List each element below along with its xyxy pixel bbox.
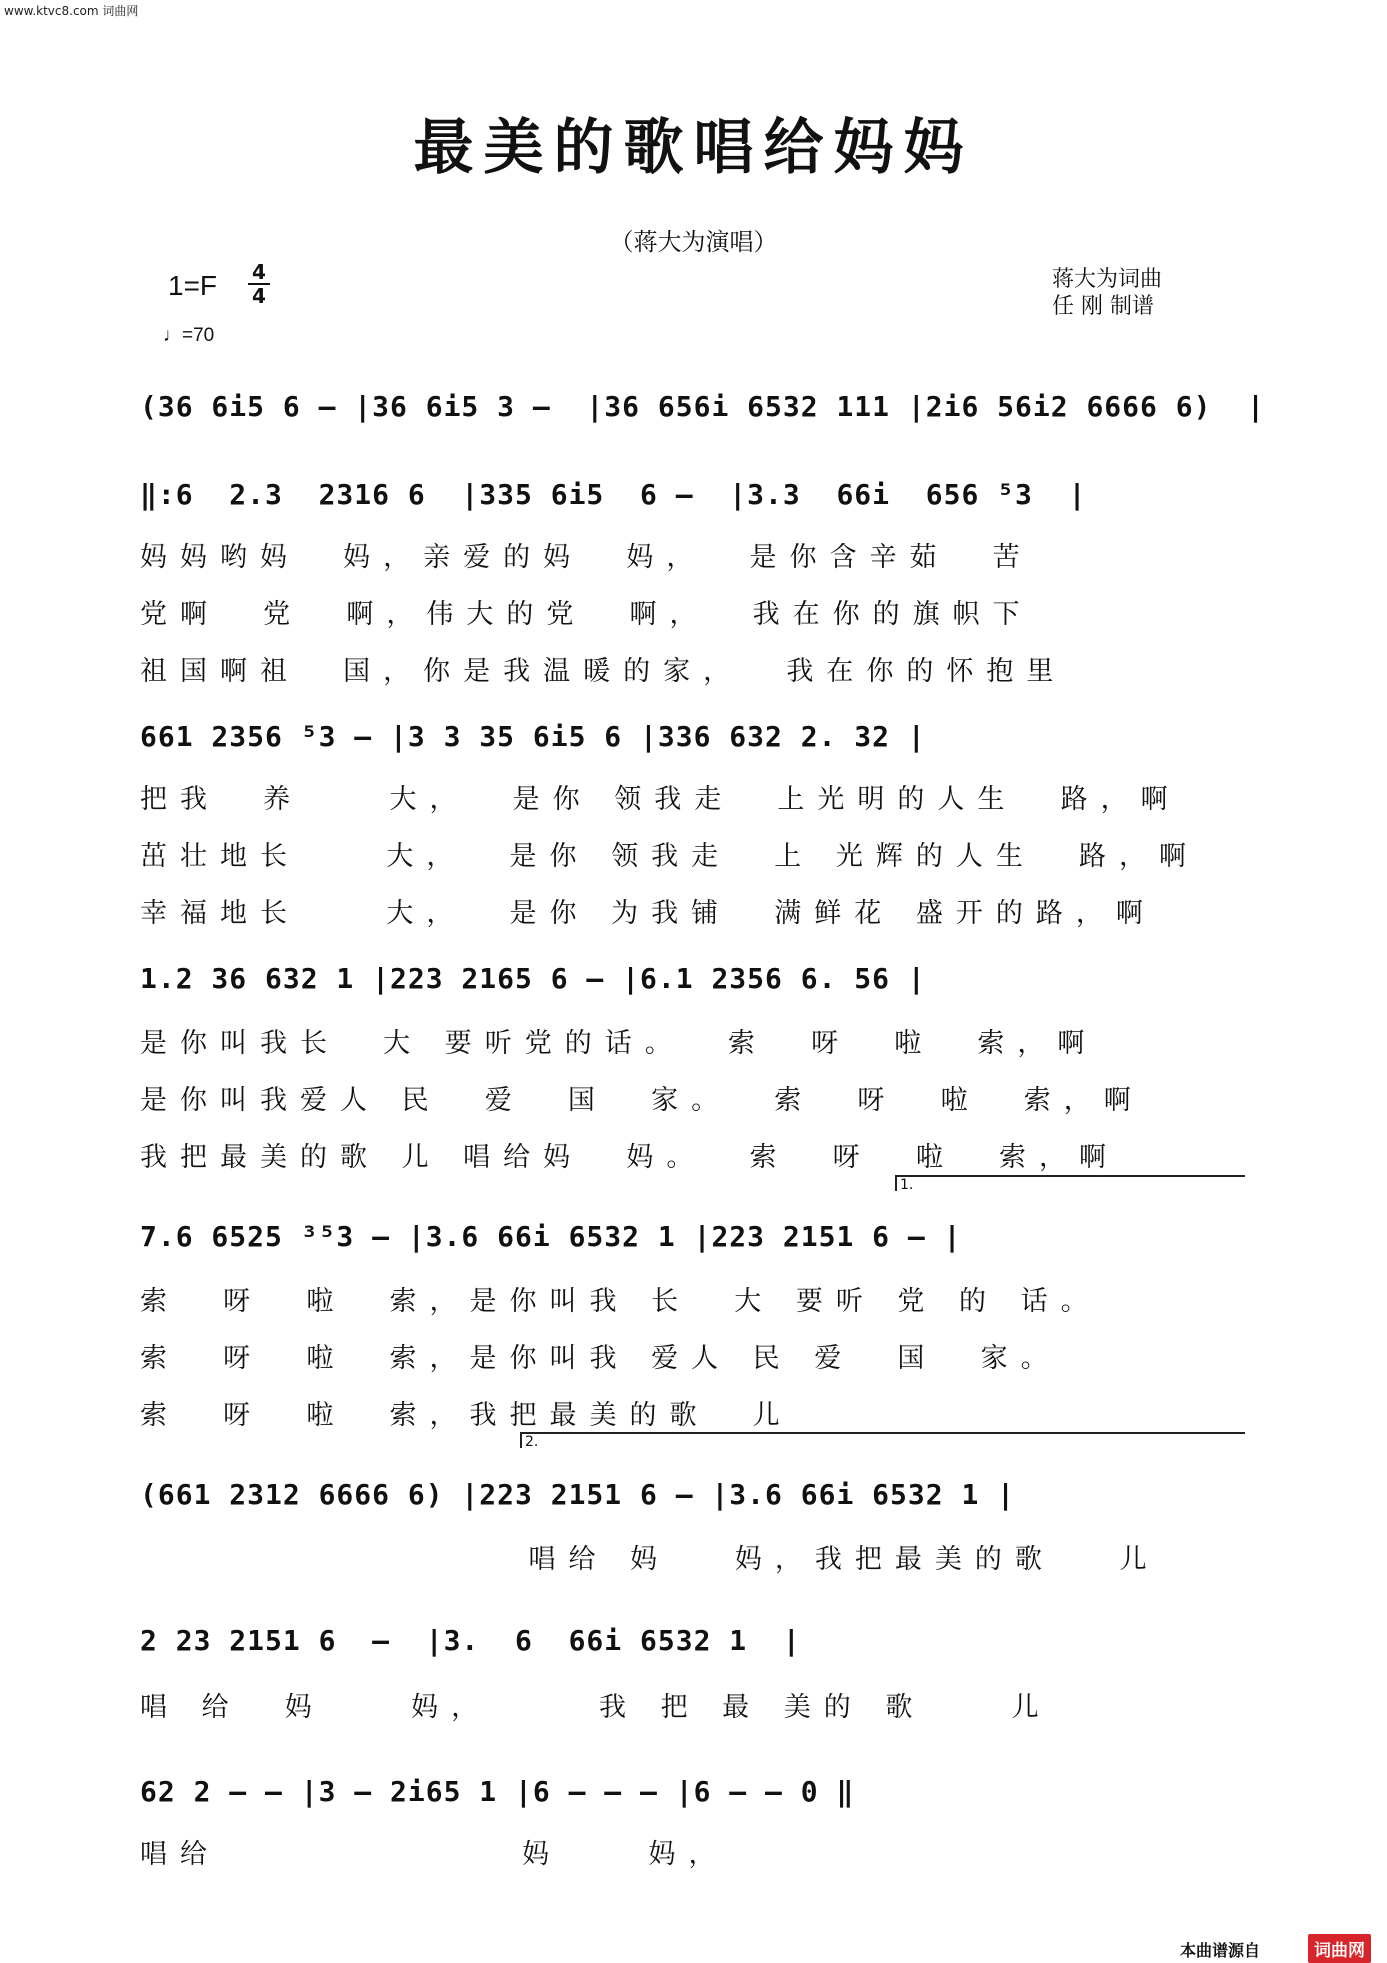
notation-line: 2 23 2151 6 – |3. 6 66i 6532 1 | [140, 1624, 801, 1657]
credit-arranger: 任 刚 制谱 [1052, 294, 1154, 319]
score-system-7 [140, 1624, 1250, 1724]
source-note: 本曲谱源自 [1180, 1941, 1261, 1960]
performer-subtitle: （蒋大为演唱） [609, 228, 778, 256]
song-title: 最美的歌唱给妈妈 [413, 113, 974, 183]
notation-line: 661 2356 ⁵3 – |3 3 35 6i5 6 |336 632 2. 32 | [140, 720, 926, 753]
credits [1052, 266, 1162, 320]
lyric-verse-2: 是你叫我爱人 民 爱 国 家。 索 呀 啦 索，啊 [140, 1085, 1144, 1116]
brand-badge[interactable]: 词曲网 [1308, 1934, 1371, 1963]
notation-line: 1.2 36 632 1 |223 2165 6 – |6.1 2356 6. 56 | [140, 962, 926, 995]
score-system-2 [140, 478, 1250, 688]
lyric-verse-1: 是你叫我长 大 要听党的话。 索 呀 啦 索，啊 [140, 1028, 1098, 1059]
score-system-6 [140, 1478, 1250, 1576]
credit-lyrics-music: 蒋大为词曲 [1052, 267, 1163, 292]
notation-line: ‖:6 2.3 2316 6 |335 6i5 6 – |3.3 66i 656 ⁵3 | [140, 478, 1087, 511]
tempo-marking: ♩=70 [163, 325, 215, 346]
score-system-1 [140, 390, 1266, 423]
key-signature: 1=F [168, 270, 218, 301]
notation-line: 62 2 – – |3 – 2i65 1 |6 – – – |6 – – 0 ‖ [140, 1775, 855, 1808]
lyric-verse-3: 索 呀 啦 索，我把最美的歌 儿 [140, 1400, 793, 1431]
score-system-5 [140, 1220, 1250, 1432]
lyric-verse-2: 索 呀 啦 索，是你叫我 爱人 民 爱 国 家。 [140, 1343, 1061, 1374]
lyric-verse-2: 党啊 党 啊，伟大的党 啊， 我在你的旗帜下 [140, 599, 1033, 630]
lyric-verse-3: 幸福地长 大， 是你 为我铺 满鲜花 盛开的路，啊 [140, 898, 1156, 929]
score-system-8 [140, 1775, 1250, 1871]
notation-line: (661 2312 6666 6) |223 2151 6 – |3.6 66i 6532 1 | [140, 1478, 1016, 1511]
first-ending-bracket: 1. [895, 1175, 1245, 1191]
lyric-verse-2: 茁壮地长 大， 是你 领我走 上 光辉的人生 路，啊 [140, 841, 1199, 872]
lyric-verse-1: 唱给 妈 妈，我把最美的歌 儿 [140, 1544, 1160, 1575]
lyric-verse-1: 妈妈哟妈 妈，亲爱的妈 妈， 是你含辛茹 苦 [140, 542, 1033, 573]
score-system-3 [140, 720, 1250, 930]
lyric-verse-1: 唱 给 妈 妈， 我 把 最 美的 歌 儿 [140, 1692, 1052, 1723]
notation-line: (36 6i5 6 – |36 6i5 3 – |36 656i 6532 111 |2i6 56i2 6666 6) | [140, 390, 1266, 423]
lyric-verse-3: 我把最美的歌 儿 唱给妈 妈。 索 呀 啦 索，啊 [140, 1142, 1119, 1173]
lyric-verse-1: 唱给 妈 妈， [140, 1839, 729, 1870]
score-system-4 [140, 962, 1250, 1174]
site-watermark: www.ktvc8.com 词曲网 [4, 4, 139, 18]
second-ending-bracket: 2. [520, 1432, 1245, 1448]
lyric-verse-1: 把我 养 大， 是你 领我走 上光明的人生 路，啊 [140, 784, 1181, 815]
time-signature [248, 262, 270, 306]
time-signature-top: 4 [252, 260, 266, 284]
lyric-verse-3: 祖国啊祖 国，你是我温暖的家， 我在你的怀抱里 [140, 656, 1067, 687]
notation-line: 7.6 6525 ³⁵3 – |3.6 66i 6532 1 |223 2151 6 – | [140, 1220, 962, 1253]
time-signature-bottom: 4 [252, 284, 266, 308]
lyric-verse-1: 索 呀 啦 索，是你叫我 长 大 要听 党 的 话。 [140, 1286, 1101, 1317]
